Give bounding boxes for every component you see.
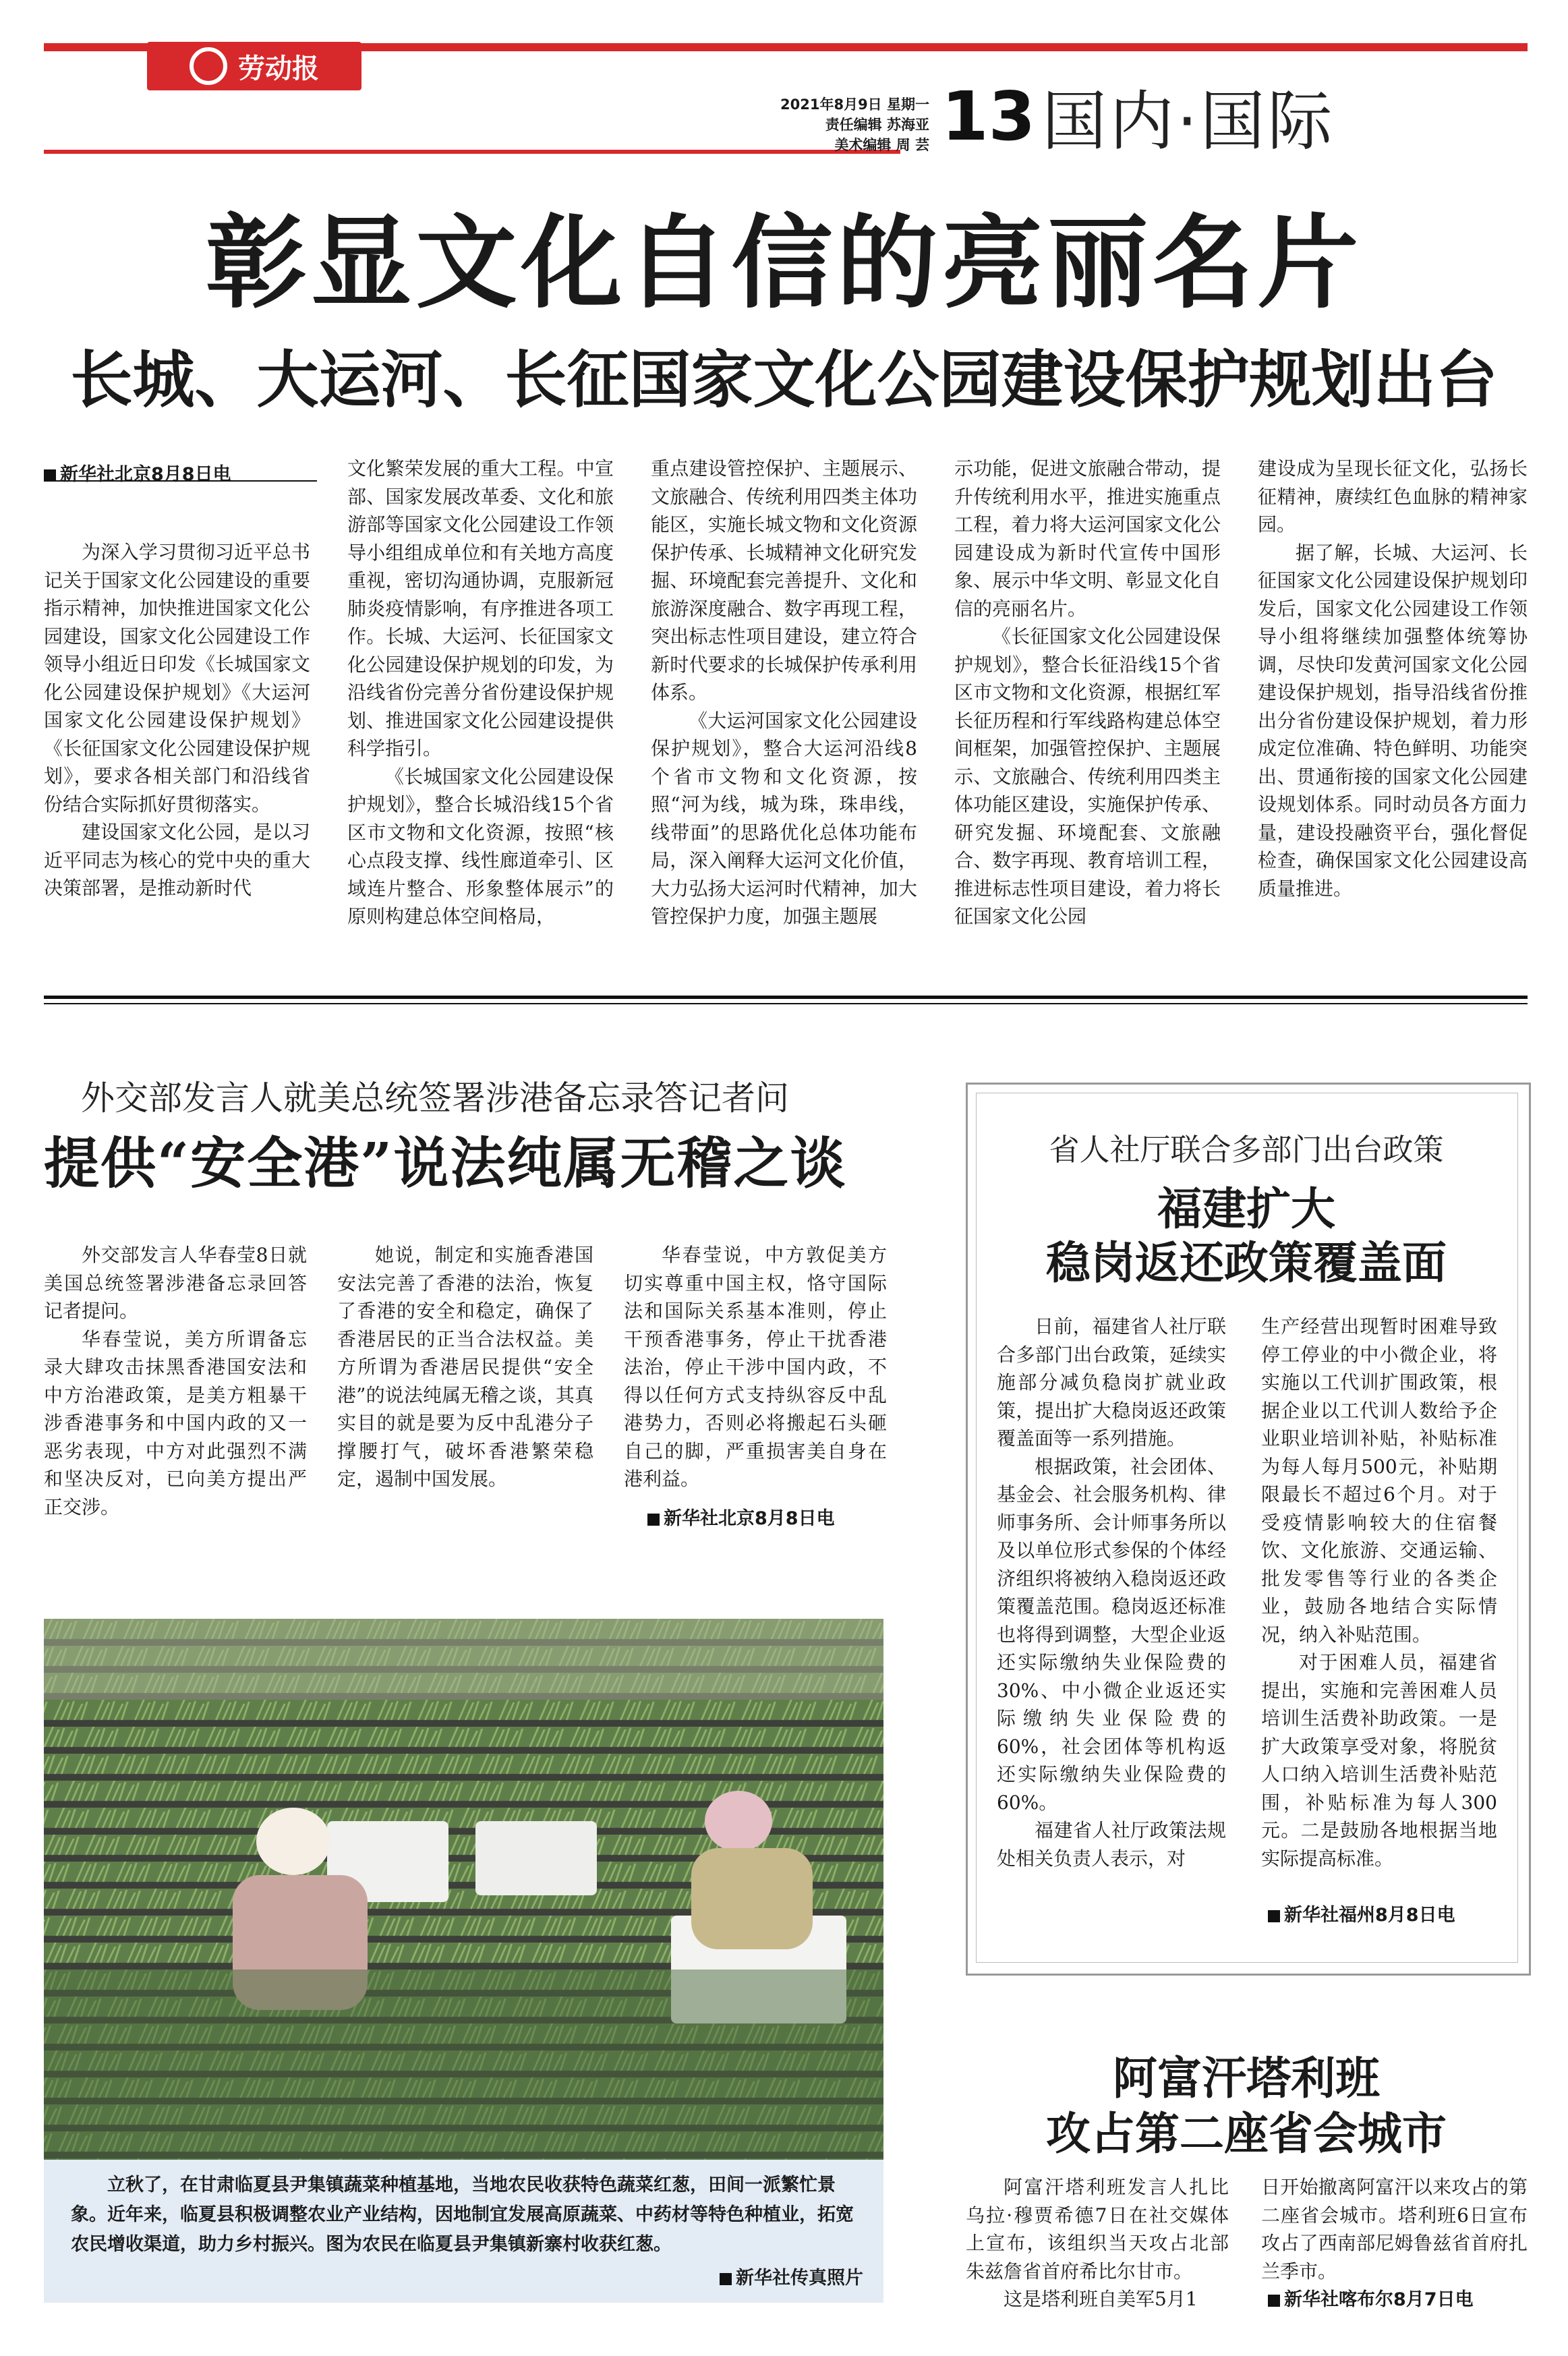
edition-info — [754, 94, 929, 155]
logo-mark-icon — [190, 47, 227, 85]
art-editor-line: 美术编辑 周 芸 — [834, 137, 929, 153]
paragraph: 《长城国家文化公园建设保护规划》，整合长城沿线15个省区市文物和文化资源，按照“核心点段支撑、线性廊道牵引、区域连片整合、形象整体展示”的原则构建总体空间格局， — [347, 765, 614, 927]
hk-pretitle: 外交部发言人就美总统签署涉港备忘录答记者问 — [81, 1079, 789, 1118]
paragraph: 根据政策，社会团体、基金会、社会服务机构、律师事务所、会计师事务所以及以单位形式参保的个体经济组织将被纳入稳岗返还政策覆盖范围。稳岗返还标准也将得到调整，大型企业返还实际缴纳失业保险费的30%、中小微企业返还实际缴纳失业保险费的60%，社会团体等机构返还实际缴纳失业保险费的60%。 — [997, 1455, 1226, 1814]
lead-headline: 彰显文化自信的亮丽名片 — [205, 204, 1363, 322]
hk-dateline-text: 新华社北京8月8日电 — [664, 1508, 835, 1529]
hk-column-1 — [44, 1241, 307, 1521]
lead-dateline-text: 新华社北京8月8日电 — [60, 464, 231, 485]
paragraph: 生产经营出现暂时困难导致停工停业的中小微企业，将实施以工代训扩围政策，根据企业以工代训人数给予企业职业培训补贴，补贴标准为每人每月500元，补贴期限最长不超过6个月。对于受疫情影响较大的住宿餐饮、文化旅游、交通运输、批发零售等行业的各类企业，鼓励各地结合实际情况，纳入补贴范围。 — [1261, 1315, 1497, 1646]
news-photo — [44, 1619, 883, 2160]
hk-dateline — [647, 1505, 890, 1532]
square-bullet-icon — [1268, 2295, 1280, 2307]
fujian-headline — [966, 1182, 1527, 1290]
paragraph: 福建省人社厅政策法规处相关负责人表示，对 — [997, 1819, 1226, 1870]
paragraph: 为深入学习贯彻习近平总书记关于国家文化公园建设的重要指示精神，加快推进国家文化公园建设，国家文化公园建设工作领导小组近日印发《长城国家文化公园建设保护规划》《大运河国家文化公园建设保护规划》《长征国家文化公园建设保护规划》，要求各相关部门和沿线省份结合实际抓好贯彻落实。 — [44, 541, 310, 815]
afghan-headline — [966, 2050, 1527, 2161]
section-name: 国内·国际 — [1042, 84, 1335, 159]
fujian-column-1 — [997, 1313, 1226, 1872]
square-bullet-icon — [647, 1514, 660, 1526]
paper-name: 劳动报 — [238, 53, 319, 84]
lead-column-1 — [44, 538, 310, 902]
lead-column-5 — [1258, 455, 1528, 902]
afghan-dateline-text: 新华社喀布尔8月7日电 — [1284, 2289, 1474, 2310]
paragraph: 文化繁荣发展的重大工程。中宣部、国家发展改革委、文化和旅游部等国家文化公园建设工作领导小组组成单位和有关地方高度重视，密切沟通协调，克服新冠肺炎疫情影响，有序推进各项工作。长城、大运河、长征国家文化公园建设保护规划的印发，为沿线省份完善分省份建设保护规划、推进国家文化公园建设提供科学指引。 — [347, 457, 614, 759]
photo-caption: 立秋了，在甘肃临夏县尹集镇蔬菜种植基地，当地农民收获特色蔬菜红葱，田间一派繁忙景象。近年来，临夏县积极调整农业产业结构，因地制宜发展高原蔬菜、中药材等特色种植业，拓宽农民增收渠道，助力乡村振兴。图为农民在临夏县尹集镇新寨村收获红葱。 — [71, 2175, 854, 2255]
fujian-headline-line-1: 福建扩大 — [1157, 1182, 1335, 1235]
lead-column-3 — [651, 455, 917, 931]
paragraph: 建设国家文化公园，是以习近平同志为核心的党中央的重大决策部署，是推动新时代 — [44, 821, 310, 899]
afghan-column-1 — [966, 2173, 1229, 2314]
fujian-dateline — [1268, 1902, 1501, 1929]
afghan-headline-line-1: 阿富汗塔利班 — [1113, 2052, 1380, 2104]
paragraph: 《大运河国家文化公园建设保护规划》，整合大运河沿线8个省市文物和文化资源，按照“河为线，城为珠，珠串线，线带面”的思路优化总体功能布局，深入阐释大运河文化价值，大力弘扬大运河时代精神，加大管控保护力度，加强主题展 — [651, 709, 917, 927]
paragraph: 对于困难人员，福建省提出，实施和完善困难人员培训生活费补助政策。一是扩大政策享受对象，将脱贫人口纳入培训生活费补贴范围，补贴标准为每人300元。二是鼓励各地根据当地实际提高标准。 — [1261, 1651, 1497, 1870]
editor-line: 责任编辑 苏海亚 — [825, 117, 929, 133]
lead-column-4 — [954, 455, 1221, 931]
lead-column-2 — [347, 455, 614, 931]
hk-column-3 — [624, 1241, 887, 1493]
paragraph: 华春莹说，美方所谓备忘录大肆攻击抹黑香港国安法和中方治港政策，是美方粗暴干涉香港事务和中国内政的又一恶劣表现，中方对此强烈不满和坚决反对，已向美方提出严正交涉。 — [44, 1327, 307, 1518]
afghan-headline-line-2: 攻占第二座省会城市 — [1046, 2107, 1447, 2160]
paragraph: 重点建设管控保护、主题展示、文旅融合、传统利用四类主体功能区，实施长城文物和文化资源保护传承、长城精神文化研究发掘、环境配套完善提升、文化和旅游深度融合、数字再现工程，突出标志性项目建设，建立符合新时代要求的长城保护传承利用体系。 — [651, 457, 917, 703]
paragraph: 日开始撤离阿富汗以来攻占的第二座省会城市。塔利班6日宣布攻占了西南部尼姆鲁兹省首府扎兰季市。 — [1261, 2176, 1528, 2282]
lead-dateline — [44, 461, 317, 488]
paragraph: 《长征国家文化公园建设保护规划》，整合长征沿线15个省区市文物和文化资源，根据红军长征历程和行军线路构建总体空间框架，加强管控保护、主题展示、文旅融合、传统利用四类主体功能区建设，实施保护传承、研究发掘、环境配套、文旅融合、数字再现、教育培训工程，推进标志性项目建设，着力将长征国家文化公园 — [954, 625, 1221, 927]
paragraph: 建设成为呈现长征文化，弘扬长征精神，赓续红色血脉的精神家园。 — [1258, 457, 1528, 536]
paper-logo — [147, 42, 361, 90]
afghan-dateline — [1268, 2287, 1528, 2314]
paragraph: 示功能，促进文旅融合带动，提升传统利用水平，推进实施重点工程，着力将大运河国家文化公园建设成为新时代宣传中国形象、展示中华文明、彰显文化自信的亮丽名片。 — [954, 457, 1221, 620]
hk-headline: 提供“安全港”说法纯属无稽之谈 — [44, 1131, 847, 1196]
section-divider-thick — [44, 996, 1528, 999]
photo-credit-text: 新华社传真照片 — [736, 2268, 863, 2289]
paragraph: 外交部发言人华春莹8日就美国总统签署涉港备忘录回答记者提问。 — [44, 1244, 307, 1322]
page-number: 13 — [941, 77, 1036, 156]
fujian-pretitle: 省人社厅联合多部门出台政策 — [1049, 1132, 1444, 1168]
paragraph: 据了解，长城、大运河、长征国家文化公园建设保护规划印发后，国家文化公园建设工作领导小组将继续加强整体统筹协调，尽快印发黄河国家文化公园建设保护规划，指导沿线省份推出分省份建设保护规划，着力形成定位准确、特色鲜明、功能突出、贯通衔接的国家文化公园建设规划体系。同时动员各方面力量，建设投融资平台，强化督促检查，确保国家文化公园建设高质量推进。 — [1258, 541, 1528, 900]
square-bullet-icon — [1268, 1910, 1280, 1922]
hk-column-2 — [337, 1241, 593, 1493]
date-line: 2021年8月9日 星期一 — [780, 96, 929, 113]
afghan-column-2 — [1261, 2173, 1528, 2285]
paragraph: 阿富汗塔利班发言人扎比乌拉·穆贾希德7日在社交媒体上宣布，该组织当天攻占北部朱兹詹省首府希比尔甘市。 — [966, 2176, 1229, 2282]
fujian-column-2 — [1261, 1313, 1497, 1872]
paragraph: 她说，制定和实施香港国安法完善了香港的法治，恢复了香港的安全和稳定，确保了香港居民的正当合法权益。美方所谓为香港居民提供“安全港”的说法纯属无稽之谈，其真实目的就是要为反中乱港分子撑腰打气，破坏香港繁荣稳定，遏制中国发展。 — [337, 1244, 593, 1490]
paragraph: 日前，福建省人社厅联合多部门出台政策，延续实施部分减负稳岗扩就业政策，提出扩大稳岗返还政策覆盖面等一系列措施。 — [997, 1315, 1226, 1449]
paragraph: 华春莹说，中方敦促美方切实尊重中国主权，恪守国际法和国际关系基本准则，停止干预香港事务，停止干扰香港法治，停止干涉中国内政，不得以任何方式支持纵容反中乱港势力，否则必将搬起石头砸自己的脚，严重损害美自身在港利益。 — [624, 1244, 887, 1490]
photo-illustration — [44, 1619, 883, 2160]
photo-credit — [607, 2265, 863, 2292]
square-bullet-icon — [720, 2273, 732, 2285]
lead-subheadline: 长城、大运河、长征国家文化公园建设保护规划出台 — [70, 343, 1498, 416]
square-bullet-icon — [44, 469, 56, 482]
paragraph: 这是塔利班自美军5月1 — [1004, 2288, 1198, 2310]
section-divider-thin — [44, 1003, 1528, 1004]
fujian-dateline-text: 新华社福州8月8日电 — [1284, 1905, 1455, 1926]
fujian-headline-line-2: 稳岗返还政策覆盖面 — [1046, 1236, 1447, 1289]
